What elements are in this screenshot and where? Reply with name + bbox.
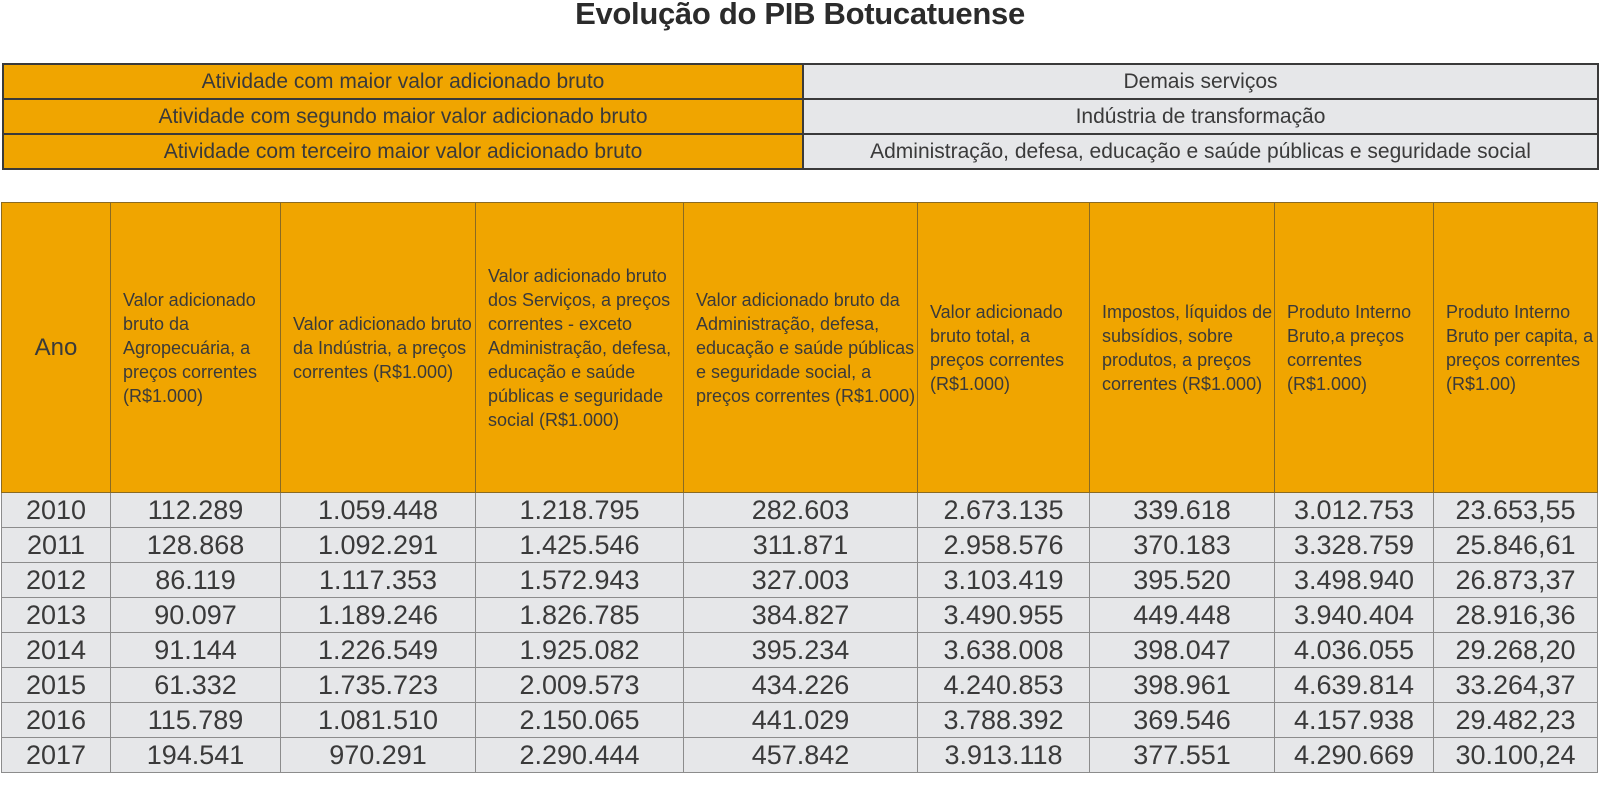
cell-administracao: 384.827 bbox=[684, 598, 918, 633]
cell-impostos: 377.551 bbox=[1090, 738, 1275, 773]
summary-table bbox=[2, 63, 1599, 170]
cell-servicos: 1.572.943 bbox=[476, 563, 684, 598]
cell-pib: 4.639.814 bbox=[1275, 668, 1434, 703]
table-row bbox=[2, 598, 1598, 633]
cell-administracao: 441.029 bbox=[684, 703, 918, 738]
cell-pib-per-capita: 29.482,23 bbox=[1434, 703, 1598, 738]
cell-impostos: 398.047 bbox=[1090, 633, 1275, 668]
cell-pib: 4.290.669 bbox=[1275, 738, 1434, 773]
header-pib-per-capita: Produto Interno Bruto per capita, a preços correntes (R$1.00) bbox=[1434, 203, 1598, 493]
cell-year: 2011 bbox=[2, 528, 111, 563]
summary-row bbox=[3, 99, 1598, 134]
cell-agropecuaria: 90.097 bbox=[111, 598, 281, 633]
header-year: Ano bbox=[2, 203, 111, 493]
summary-label: Atividade com terceiro maior valor adicionado bruto bbox=[3, 134, 803, 169]
cell-administracao: 327.003 bbox=[684, 563, 918, 598]
summary-row bbox=[3, 134, 1598, 169]
header-servicos: Valor adicionado bruto dos Serviços, a preços correntes - exceto Administração, defesa, educação e saúde públicas e seguridade social (R$1.000) bbox=[476, 203, 684, 493]
cell-total: 2.958.576 bbox=[918, 528, 1090, 563]
cell-pib: 3.328.759 bbox=[1275, 528, 1434, 563]
table-row bbox=[2, 563, 1598, 598]
page-title: Evolução do PIB Botucatuense bbox=[575, 0, 1025, 31]
cell-year: 2010 bbox=[2, 493, 111, 528]
cell-servicos: 2.290.444 bbox=[476, 738, 684, 773]
cell-administracao: 395.234 bbox=[684, 633, 918, 668]
cell-agropecuaria: 115.789 bbox=[111, 703, 281, 738]
cell-impostos: 369.546 bbox=[1090, 703, 1275, 738]
cell-total: 3.103.419 bbox=[918, 563, 1090, 598]
cell-agropecuaria: 91.144 bbox=[111, 633, 281, 668]
cell-administracao: 282.603 bbox=[684, 493, 918, 528]
cell-total: 3.638.008 bbox=[918, 633, 1090, 668]
cell-impostos: 398.961 bbox=[1090, 668, 1275, 703]
cell-total: 4.240.853 bbox=[918, 668, 1090, 703]
table-row bbox=[2, 668, 1598, 703]
cell-impostos: 449.448 bbox=[1090, 598, 1275, 633]
table-row bbox=[2, 738, 1598, 773]
cell-pib-per-capita: 26.873,37 bbox=[1434, 563, 1598, 598]
header-pib: Produto Interno Bruto,a preços correntes (R$1.000) bbox=[1275, 203, 1434, 493]
gdp-table bbox=[1, 202, 1598, 773]
table-body bbox=[2, 493, 1598, 773]
summary-label: Atividade com segundo maior valor adicionado bruto bbox=[3, 99, 803, 134]
cell-servicos: 1.425.546 bbox=[476, 528, 684, 563]
cell-industria: 1.059.448 bbox=[281, 493, 476, 528]
cell-pib-per-capita: 30.100,24 bbox=[1434, 738, 1598, 773]
cell-servicos: 2.150.065 bbox=[476, 703, 684, 738]
summary-value: Indústria de transformação bbox=[803, 99, 1598, 134]
cell-pib-per-capita: 28.916,36 bbox=[1434, 598, 1598, 633]
cell-pib-per-capita: 29.268,20 bbox=[1434, 633, 1598, 668]
table-row bbox=[2, 703, 1598, 738]
cell-year: 2016 bbox=[2, 703, 111, 738]
cell-pib-per-capita: 33.264,37 bbox=[1434, 668, 1598, 703]
header-industria: Valor adicionado bruto da Indústria, a preços correntes (R$1.000) bbox=[281, 203, 476, 493]
cell-industria: 970.291 bbox=[281, 738, 476, 773]
header-agropecuaria: Valor adicionado bruto da Agropecuária, a preços correntes (R$1.000) bbox=[111, 203, 281, 493]
header-total: Valor adicionado bruto total, a preços correntes (R$1.000) bbox=[918, 203, 1090, 493]
cell-administracao: 311.871 bbox=[684, 528, 918, 563]
cell-total: 3.913.118 bbox=[918, 738, 1090, 773]
table-row bbox=[2, 493, 1598, 528]
cell-pib: 3.012.753 bbox=[1275, 493, 1434, 528]
table-row bbox=[2, 633, 1598, 668]
cell-year: 2015 bbox=[2, 668, 111, 703]
cell-agropecuaria: 128.868 bbox=[111, 528, 281, 563]
cell-impostos: 370.183 bbox=[1090, 528, 1275, 563]
cell-pib: 4.157.938 bbox=[1275, 703, 1434, 738]
summary-value: Administração, defesa, educação e saúde públicas e seguridade social bbox=[803, 134, 1598, 169]
cell-pib-per-capita: 23.653,55 bbox=[1434, 493, 1598, 528]
cell-servicos: 2.009.573 bbox=[476, 668, 684, 703]
cell-year: 2012 bbox=[2, 563, 111, 598]
cell-total: 3.788.392 bbox=[918, 703, 1090, 738]
cell-year: 2013 bbox=[2, 598, 111, 633]
cell-industria: 1.189.246 bbox=[281, 598, 476, 633]
cell-impostos: 339.618 bbox=[1090, 493, 1275, 528]
table-header bbox=[2, 203, 1598, 493]
cell-pib: 3.940.404 bbox=[1275, 598, 1434, 633]
cell-pib-per-capita: 25.846,61 bbox=[1434, 528, 1598, 563]
cell-total: 3.490.955 bbox=[918, 598, 1090, 633]
summary-row bbox=[3, 64, 1598, 99]
cell-industria: 1.092.291 bbox=[281, 528, 476, 563]
cell-agropecuaria: 61.332 bbox=[111, 668, 281, 703]
cell-agropecuaria: 194.541 bbox=[111, 738, 281, 773]
cell-pib: 4.036.055 bbox=[1275, 633, 1434, 668]
header-administracao: Valor adicionado bruto da Administração, defesa, educação e saúde públicas e seguridade social, a preços correntes (R$1.000) bbox=[684, 203, 918, 493]
header-impostos: Impostos, líquidos de subsídios, sobre produtos, a preços correntes (R$1.000) bbox=[1090, 203, 1275, 493]
cell-impostos: 395.520 bbox=[1090, 563, 1275, 598]
cell-agropecuaria: 86.119 bbox=[111, 563, 281, 598]
cell-industria: 1.081.510 bbox=[281, 703, 476, 738]
cell-year: 2017 bbox=[2, 738, 111, 773]
cell-servicos: 1.925.082 bbox=[476, 633, 684, 668]
cell-industria: 1.735.723 bbox=[281, 668, 476, 703]
cell-industria: 1.226.549 bbox=[281, 633, 476, 668]
cell-pib: 3.498.940 bbox=[1275, 563, 1434, 598]
cell-servicos: 1.218.795 bbox=[476, 493, 684, 528]
cell-total: 2.673.135 bbox=[918, 493, 1090, 528]
cell-year: 2014 bbox=[2, 633, 111, 668]
cell-administracao: 457.842 bbox=[684, 738, 918, 773]
cell-administracao: 434.226 bbox=[684, 668, 918, 703]
cell-industria: 1.117.353 bbox=[281, 563, 476, 598]
table-row bbox=[2, 528, 1598, 563]
summary-label: Atividade com maior valor adicionado bruto bbox=[3, 64, 803, 99]
cell-agropecuaria: 112.289 bbox=[111, 493, 281, 528]
summary-value: Demais serviços bbox=[803, 64, 1598, 99]
cell-servicos: 1.826.785 bbox=[476, 598, 684, 633]
